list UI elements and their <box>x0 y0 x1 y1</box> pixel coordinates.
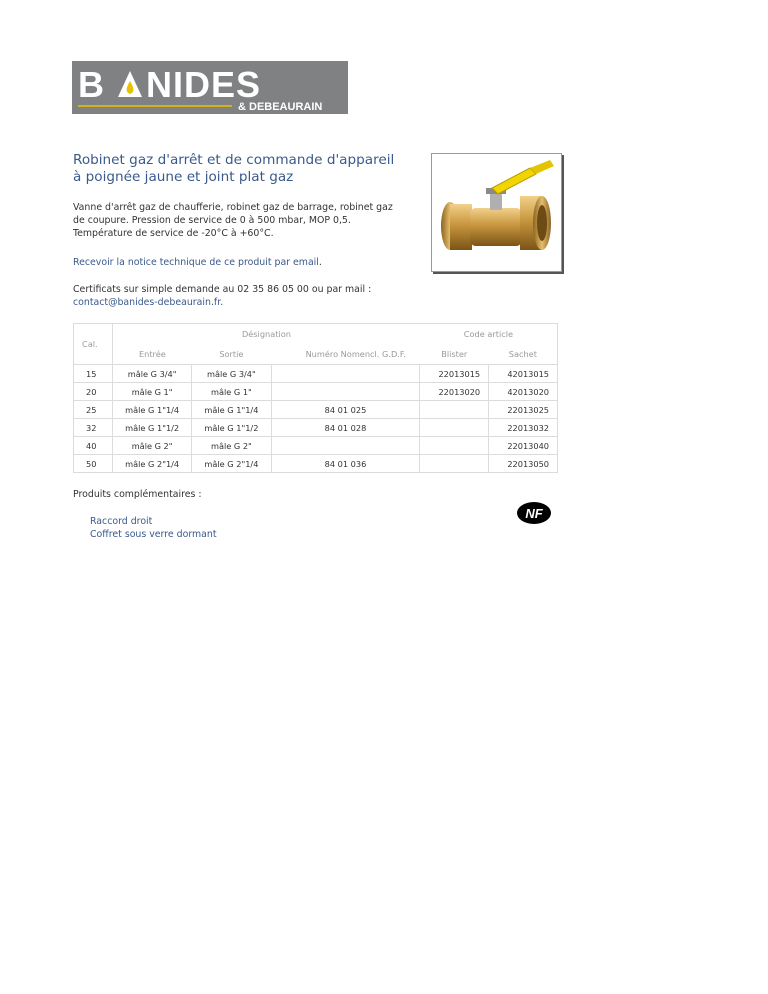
cell-sachet: 42013020 <box>489 383 558 401</box>
list-item[interactable]: Coffret sous verre dormant <box>90 529 217 540</box>
notice-request-link[interactable]: Recevoir la notice technique de ce produit par email <box>73 257 319 268</box>
svg-text:NIDES: NIDES <box>146 64 262 105</box>
header-sachet: Sachet <box>489 343 558 365</box>
cell-numero: 84 01 025 <box>271 401 420 419</box>
cell-entree: mâle G 1" <box>113 383 192 401</box>
cell-blister: 22013020 <box>420 383 489 401</box>
cell-cal: 15 <box>74 365 113 383</box>
product-photo <box>431 153 562 272</box>
table-row <box>74 455 558 473</box>
cell-numero <box>271 365 420 383</box>
contact-email-link[interactable]: contact@banides-debeaurain.fr <box>73 297 221 308</box>
header-numero: Numéro Nomencl. G.D.F. <box>271 343 420 365</box>
cell-blister <box>420 455 489 473</box>
cell-cal: 25 <box>74 401 113 419</box>
cell-sortie: mâle G 1" <box>192 383 271 401</box>
cell-entree: mâle G 3/4" <box>113 365 192 383</box>
company-logo <box>72 61 348 114</box>
cell-cal: 32 <box>74 419 113 437</box>
cell-blister <box>420 419 489 437</box>
complementary-heading: Produits complémentaires : <box>73 489 202 500</box>
cell-cal: 40 <box>74 437 113 455</box>
header-cal: Cal. <box>74 324 113 365</box>
header-blister: Blister <box>420 343 489 365</box>
cell-cal: 50 <box>74 455 113 473</box>
header-code-article: Code article <box>420 324 558 344</box>
table-row <box>74 383 558 401</box>
cell-entree: mâle G 2" <box>113 437 192 455</box>
table-row <box>74 419 558 437</box>
cell-sachet: 22013050 <box>489 455 558 473</box>
certificates-paragraph: Certificats sur simple demande au 02 35 86 05 00 ou par mail : contact@banides-debeaurain.fr. <box>73 284 372 308</box>
header-entree: Entrée <box>113 343 192 365</box>
cell-blister: 22013015 <box>420 365 489 383</box>
logo-subtitle: & DEBEAURAIN <box>238 101 323 113</box>
cell-cal: 20 <box>74 383 113 401</box>
cell-numero: 84 01 036 <box>271 455 420 473</box>
table-header-row <box>74 324 558 344</box>
notice-paragraph: Recevoir la notice technique de ce produit par email. <box>73 257 322 268</box>
cell-sachet: 22013040 <box>489 437 558 455</box>
specifications-table <box>73 323 558 473</box>
cell-sachet: 22013025 <box>489 401 558 419</box>
list-item[interactable]: Raccord droit <box>90 516 153 527</box>
table-subheader-row <box>74 343 558 365</box>
cell-entree: mâle G 2"1/4 <box>113 455 192 473</box>
cell-sortie: mâle G 1"1/2 <box>192 419 271 437</box>
cell-sortie: mâle G 2"1/4 <box>192 455 271 473</box>
header-sortie: Sortie <box>192 343 271 365</box>
cell-sortie: mâle G 3/4" <box>192 365 271 383</box>
cell-numero <box>271 383 420 401</box>
cell-numero: 84 01 028 <box>271 419 420 437</box>
table-row <box>74 401 558 419</box>
cell-entree: mâle G 1"1/4 <box>113 401 192 419</box>
product-title: Robinet gaz d'arrêt et de commande d'appareil à poignée jaune et joint plat gaz <box>73 152 395 185</box>
svg-text:B: B <box>78 64 105 105</box>
table-row <box>74 365 558 383</box>
product-description: Vanne d'arrêt gaz de chaufferie, robinet gaz de barrage, robinet gaz de coupure. Pression de service de 0 à 500 mbar, MOP 0,5. Température de service de -20°C à +60°C. <box>73 202 393 239</box>
cell-sortie: mâle G 2" <box>192 437 271 455</box>
cell-sachet: 42013015 <box>489 365 558 383</box>
cell-sortie: mâle G 1"1/4 <box>192 401 271 419</box>
complementary-list <box>90 515 217 541</box>
cell-blister <box>420 437 489 455</box>
cell-entree: mâle G 1"1/2 <box>113 419 192 437</box>
cell-numero <box>271 437 420 455</box>
header-designation: Désignation <box>113 324 420 344</box>
svg-text:NF: NF <box>525 506 543 521</box>
cell-blister <box>420 401 489 419</box>
nf-certification-icon <box>516 501 552 525</box>
table-row <box>74 437 558 455</box>
cell-sachet: 22013032 <box>489 419 558 437</box>
